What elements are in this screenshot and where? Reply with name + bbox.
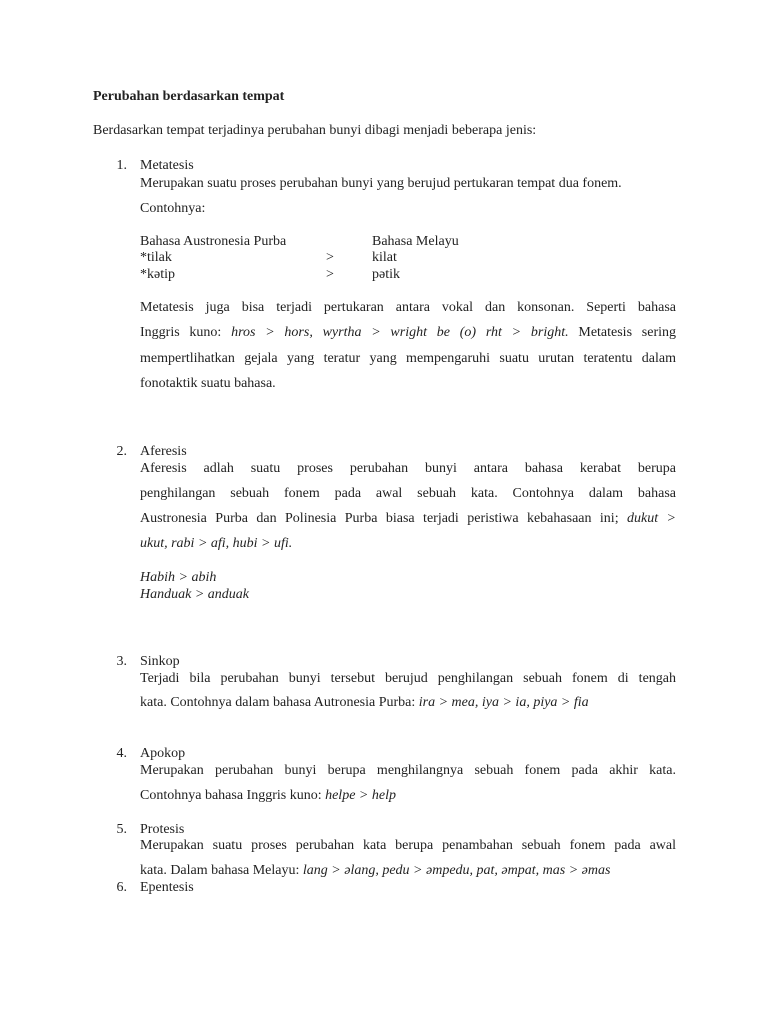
paragraph-line: ukut, rabi > afi, hubi > ufi. <box>140 536 293 551</box>
paragraph-line: Contohnya bahasa Inggris kuno: helpe > help <box>140 788 396 803</box>
table-header-target: Bahasa Melayu <box>372 234 459 249</box>
page-title: Perubahan berdasarkan tempat <box>93 89 285 104</box>
example-label: Contohnya: <box>140 201 206 216</box>
intro-text: Berdasarkan tempat terjadinya perubahan bunyi dibagi menjadi beberapa jenis: <box>93 123 537 138</box>
table-cell-to: kilat <box>372 250 397 265</box>
paragraph-line: kata. Dalam bahasa Melayu: lang > əlang, pedu > əmpedu, pat, əmpat, mas > əmas <box>140 863 611 878</box>
section-title-metatesis: Metatesis <box>140 158 194 173</box>
example-line: Habih > abih <box>140 570 217 585</box>
paragraph-line: penghilangan sebuah fonem pada awal sebuah kata. Contohnya dalam bahasa <box>140 486 676 501</box>
table-cell-to: pətik <box>372 267 400 282</box>
paragraph-line: kata. Contohnya dalam bahasa Autronesia Purba: ira > mea, iya > ia, piya > fia <box>140 695 589 710</box>
example-line: Handuak > anduak <box>140 587 249 602</box>
table-cell-arrow: > <box>326 250 334 265</box>
list-number: 1. <box>116 158 127 173</box>
list-number: 5. <box>116 822 127 837</box>
section-title-sinkop: Sinkop <box>140 654 180 669</box>
paragraph-line: Merupakan suatu proses perubahan kata berupa penambahan sebuah fonem pada awal <box>140 838 676 853</box>
paragraph-line: Inggris kuno: hros > hors, wyrtha > wright be (o) rht > bright. Metatesis sering <box>140 325 676 340</box>
table-cell-from: *tilak <box>140 250 172 265</box>
table-header-source: Bahasa Austronesia Purba <box>140 234 287 249</box>
table-cell-from: *kətip <box>140 267 175 282</box>
paragraph-line: Austronesia Purba dan Polinesia Purba biasa terjadi peristiwa kebahasaan ini; dukut > <box>140 511 676 526</box>
paragraph-line: Aferesis adlah suatu proses perubahan bunyi antara bahasa kerabat berupa <box>140 461 676 476</box>
list-number: 6. <box>116 880 127 895</box>
section-title-protesis: Protesis <box>140 822 185 837</box>
paragraph-line: fonotaktik suatu bahasa. <box>140 376 276 391</box>
paragraph-line: Metatesis juga bisa terjadi pertukaran antara vokal dan konsonan. Seperti bahasa <box>140 300 676 315</box>
section-text: Merupakan suatu proses perubahan bunyi yang berujud pertukaran tempat dua fonem. <box>140 176 622 191</box>
list-number: 4. <box>116 746 127 761</box>
list-number: 3. <box>116 654 127 669</box>
section-title-epentesis: Epentesis <box>140 880 194 895</box>
list-number: 2. <box>116 444 127 459</box>
section-title-aferesis: Aferesis <box>140 444 187 459</box>
paragraph-line: Merupakan perubahan bunyi berupa menghilangnya sebuah fonem pada akhir kata. <box>140 763 676 778</box>
table-cell-arrow: > <box>326 267 334 282</box>
paragraph-line: Terjadi bila perubahan bunyi tersebut berujud penghilangan sebuah fonem di tengah <box>140 671 676 686</box>
paragraph-line: mempertlihatkan gejala yang teratur yang mempengaruhi suatu urutan teratentu dalam <box>140 351 676 366</box>
section-title-apokop: Apokop <box>140 746 186 761</box>
